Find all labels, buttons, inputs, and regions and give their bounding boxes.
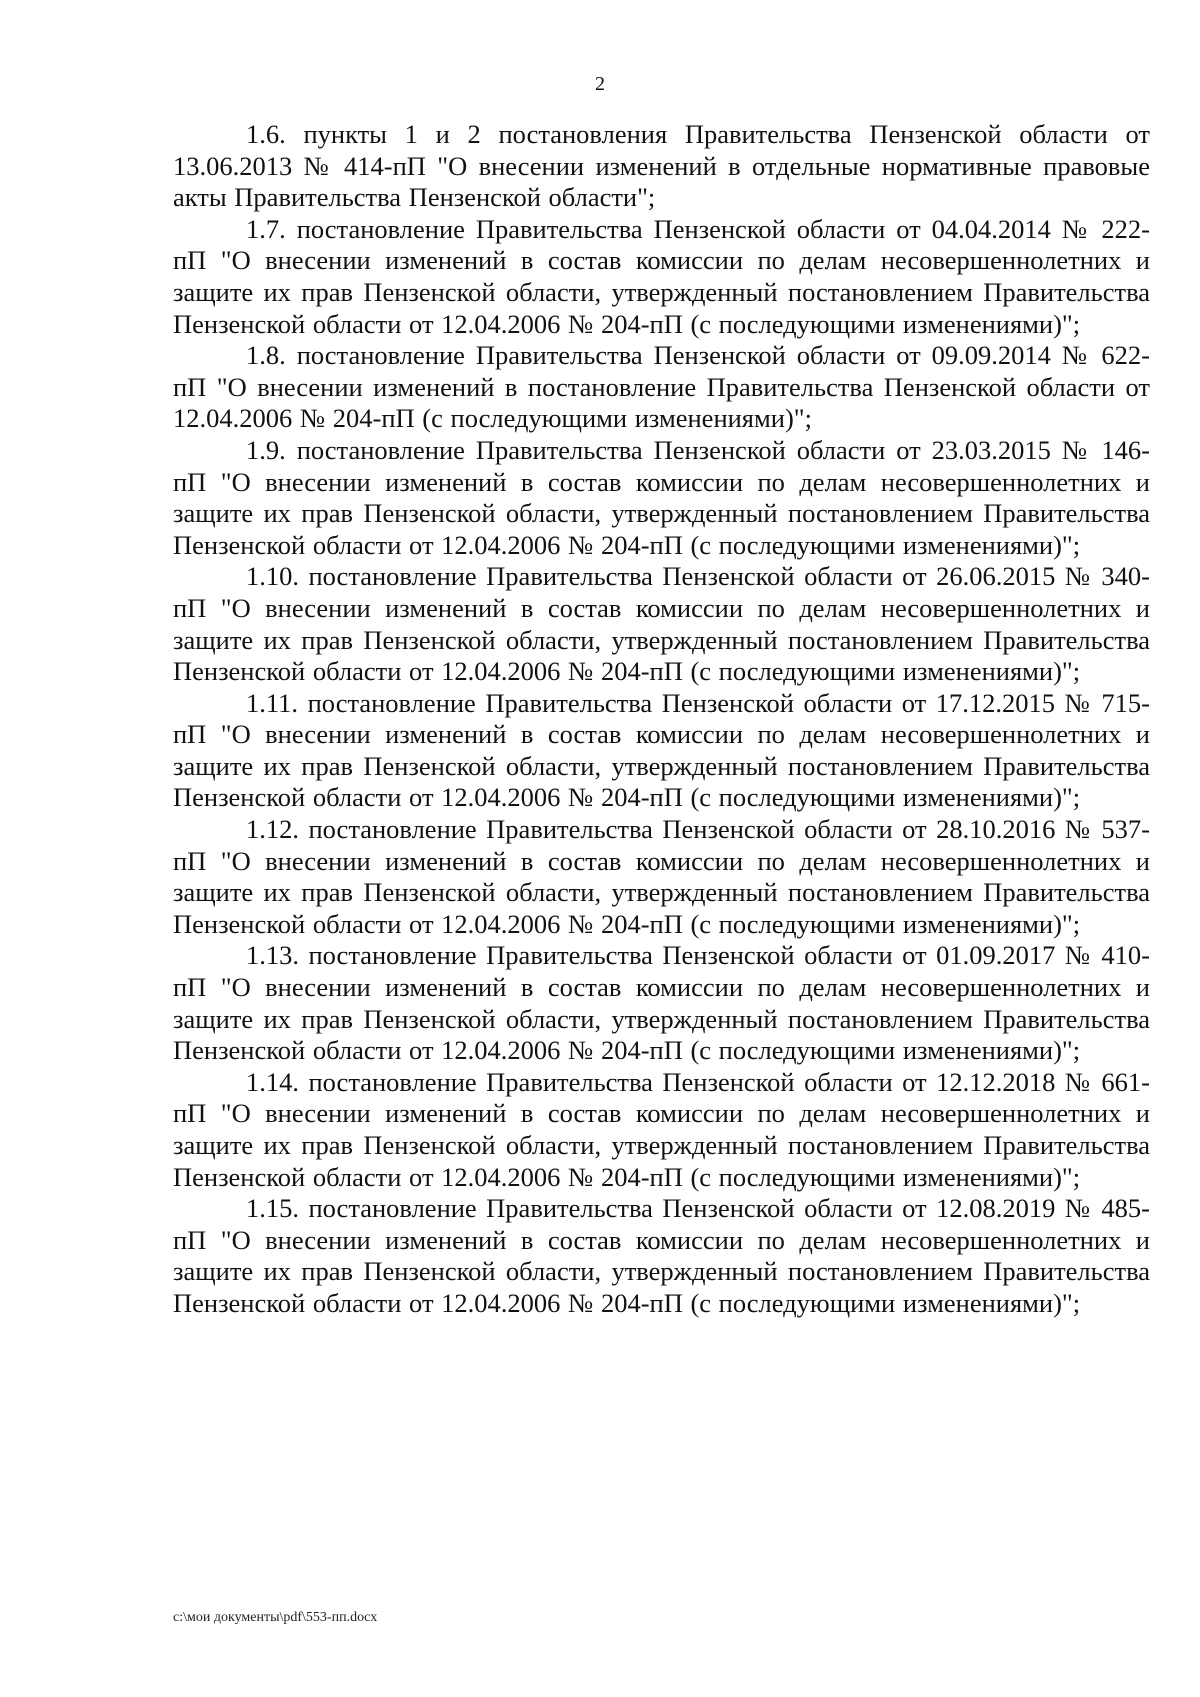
- paragraph-1-6: 1.6. пункты 1 и 2 постановления Правительства Пензенской области от 13.06.2013 № 414-пП "О внесении изменений в отдельные нормативные правовые акты Правительства Пензенской области";: [173, 119, 1150, 213]
- paragraph-1-7: 1.7. постановление Правительства Пензенской области от 04.04.2014 № 222-пП "О внесении изменений в состав комиссии по делам несовершеннолетних и защите их прав Пензенской области, утвержденный постановлением Правительства Пензенской области от 12.04.2006 № 204-пП (с последующими изменениями)";: [173, 213, 1150, 339]
- paragraph-1-14: 1.14. постановление Правительства Пензенской области от 12.12.2018 № 661-пП "О внесении изменений в состав комиссии по делам несовершеннолетних и защите их прав Пензенской области, утвержденный постановлением Правительства Пензенской области от 12.04.2006 № 204-пП (с последующими изменениями)";: [173, 1066, 1150, 1192]
- paragraph-1-11: 1.11. постановление Правительства Пензенской области от 17.12.2015 № 715-пП "О внесении изменений в состав комиссии по делам несовершеннолетних и защите их прав Пензенской области, утвержденный постановлением Правительства Пензенской области от 12.04.2006 № 204-пП (с последующими изменениями)";: [173, 687, 1150, 813]
- paragraph-1-10: 1.10. постановление Правительства Пензенской области от 26.06.2015 № 340-пП "О внесении изменений в состав комиссии по делам несовершеннолетних и защите их прав Пензенской области, утвержденный постановлением Правительства Пензенской области от 12.04.2006 № 204-пП (с последующими изменениями)";: [173, 561, 1150, 687]
- paragraph-1-15: 1.15. постановление Правительства Пензенской области от 12.08.2019 № 485-пП "О внесении изменений в состав комиссии по делам несовершеннолетних и защите их прав Пензенской области, утвержденный постановлением Правительства Пензенской области от 12.04.2006 № 204-пП (с последующими изменениями)";: [173, 1193, 1150, 1318]
- page-number: 2: [595, 73, 605, 95]
- document-body: [173, 119, 1150, 1320]
- footer-file-path: c:\мои документы\pdf\553-пп.docx: [173, 1610, 378, 1625]
- paragraph-1-9: 1.9. постановление Правительства Пензенской области от 23.03.2015 № 146-пП "О внесении изменений в состав комиссии по делам несовершеннолетних и защите их прав Пензенской области, утвержденный постановлением Правительства Пензенской области от 12.04.2006 № 204-пП (с последующими изменениями)";: [173, 434, 1150, 560]
- paragraph-1-12: 1.12. постановление Правительства Пензенской области от 28.10.2016 № 537-пП "О внесении изменений в состав комиссии по делам несовершеннолетних и защите их прав Пензенской области, утвержденный постановлением Правительства Пензенской области от 12.04.2006 № 204-пП (с последующими изменениями)";: [173, 814, 1150, 939]
- paragraph-1-8: 1.8. постановление Правительства Пензенской области от 09.09.2014 № 622-пП "О внесении изменений в постановление Правительства Пензенской области от 12.04.2006 № 204-пП (с последующими изменениями)";: [173, 340, 1150, 434]
- paragraph-1-13: 1.13. постановление Правительства Пензенской области от 01.09.2017 № 410-пП "О внесении изменений в состав комиссии по делам несовершеннолетних и защите их прав Пензенской области, утвержденный постановлением Правительства Пензенской области от 12.04.2006 № 204-пП (с последующими изменениями)";: [173, 940, 1150, 1066]
